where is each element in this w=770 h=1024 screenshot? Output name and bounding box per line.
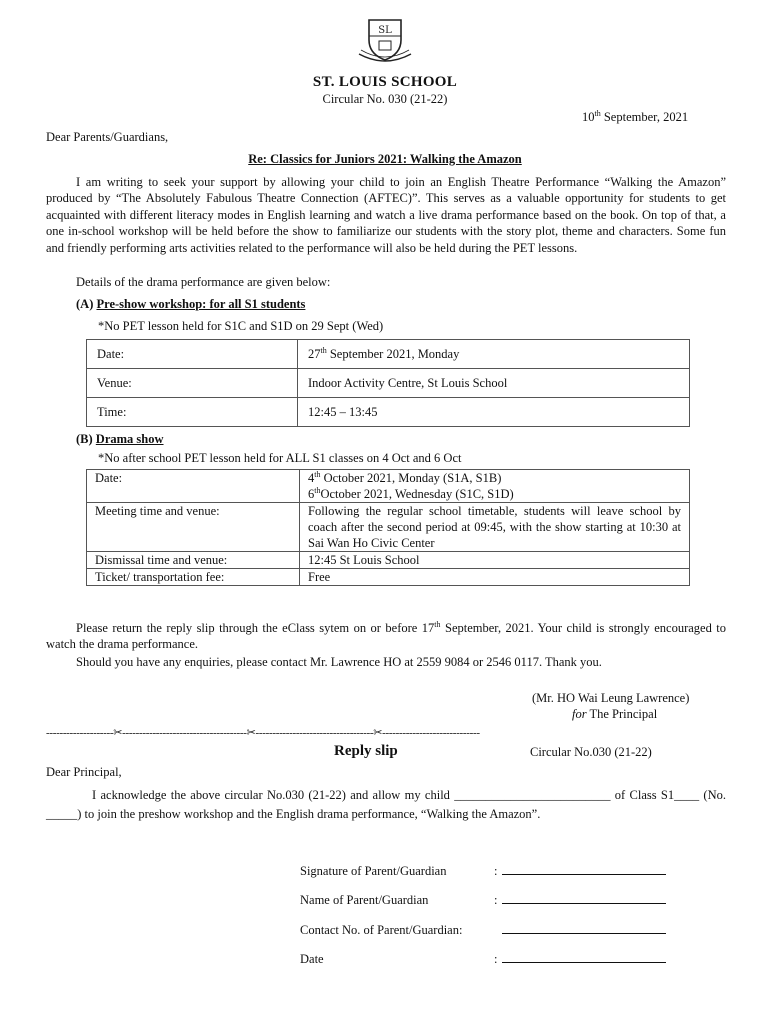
table-row <box>87 398 690 427</box>
reply-circular-number: Circular No.030 (21-22) <box>530 745 652 759</box>
cut-line: --------------------✂-------------------------------------✂-----------------------------------✂----------------------------- <box>46 727 480 739</box>
school-crest-logo <box>355 14 415 66</box>
table-cell: Date: <box>87 470 300 503</box>
parent-name-blank[interactable] <box>502 891 666 904</box>
table-row <box>87 503 690 552</box>
salutation: Dear Parents/Guardians, <box>46 130 169 144</box>
table-cell: Following the regular school timetable, students will leave school by coach after the second period at 09:45, with the show starting at 10:30 at Sai Wan Ho Civic Center <box>300 503 690 552</box>
table-cell: Time: <box>87 398 298 427</box>
body-paragraph-1: I am writing to seek your support by allowing your child to join an English Theatre Performance “Walking the Amazon” produced by “The Absolutely Fabulous Theatre Connection (AFTEC)”. This serves as a valuable opportunity for students to get acquainted with different literacy modes in English learning and watch a live drama performance based on the book. On top of that, a one in-school workshop will be held before the show to familiarize our students with the story plot, theme and characters. Some fun and friendly performing arts activities related to the performance will also be held during the PET lessons. <box>46 175 726 255</box>
section-b-note: *No after school PET lesson held for ALL S1 classes on 4 Oct and 6 Oct <box>98 451 462 465</box>
section-b-heading: (B) Drama show <box>76 432 164 446</box>
circular-number: Circular No. 030 (21-22) <box>322 92 448 106</box>
details-intro: Details of the drama performance are given below: <box>76 275 331 289</box>
table-row <box>87 552 690 569</box>
contact-number-blank[interactable] <box>502 921 666 934</box>
table-cell: Venue: <box>87 369 298 398</box>
section-a-heading: (A) Pre-show workshop: for all S1 students <box>76 297 306 311</box>
section-a-note: *No PET lesson held for S1C and S1D on 29 Sept (Wed) <box>98 319 384 333</box>
letter-subject: Re: Classics for Juniors 2021: Walking the Amazon <box>248 152 522 166</box>
table-cell: Date: <box>87 340 298 369</box>
reply-salutation: Dear Principal, <box>46 765 122 779</box>
table-row <box>87 569 690 586</box>
signature-field[interactable]: Signature of Parent/Guardian : <box>300 862 670 879</box>
signer-name: (Mr. HO Wai Leung Lawrence) <box>532 691 690 705</box>
signature-blank[interactable] <box>502 862 666 875</box>
date-field[interactable]: Date : <box>300 950 670 967</box>
enquiry-paragraph: Should you have any enquiries, please contact Mr. Lawrence HO at 2559 9084 or 2546 0117. Thank you. <box>76 655 602 669</box>
signer-title: for The Principal <box>572 707 658 721</box>
table-cell: 12:45 – 13:45 <box>298 398 690 427</box>
table-cell: Meeting time and venue: <box>87 503 300 552</box>
parent-name-field[interactable]: Name of Parent/Guardian : <box>300 891 670 908</box>
table-cell: Free <box>300 569 690 586</box>
table-cell: Dismissal time and venue: <box>87 552 300 569</box>
table-row <box>87 369 690 398</box>
svg-text:SL: SL <box>378 25 392 36</box>
table-row <box>87 340 690 369</box>
table-cell: Ticket/ transportation fee: <box>87 569 300 586</box>
acknowledgement-paragraph: I acknowledge the above circular No.030 (21-22) and allow my child _________________________ of Class S1____ (No. _____) to join the preshow workshop and the English drama performance, “Walking the Amazon”. <box>46 788 726 821</box>
table-cell: 27th September 2021, Monday <box>298 340 690 369</box>
workshop-table <box>86 339 690 427</box>
contact-number-field[interactable]: Contact No. of Parent/Guardian: <box>300 921 670 938</box>
drama-show-table <box>86 469 690 586</box>
school-name: ST. LOUIS SCHOOL <box>312 74 458 90</box>
table-row <box>87 470 690 503</box>
table-cell: 12:45 St Louis School <box>300 552 690 569</box>
letter-date: 10th September, 2021 <box>582 108 689 124</box>
table-cell: Indoor Activity Centre, St Louis School <box>298 369 690 398</box>
date-blank[interactable] <box>502 950 666 963</box>
table-cell: 4th October 2021, Monday (S1A, S1B) 6thOctober 2021, Wednesday (S1C, S1D) <box>300 470 690 503</box>
return-instructions: Please return the reply slip through the eClass sytem on or before 17th September, 2021. Your child is strongly encouraged to watch the drama performance. <box>46 619 727 652</box>
reply-slip-title: Reply slip <box>334 743 398 759</box>
